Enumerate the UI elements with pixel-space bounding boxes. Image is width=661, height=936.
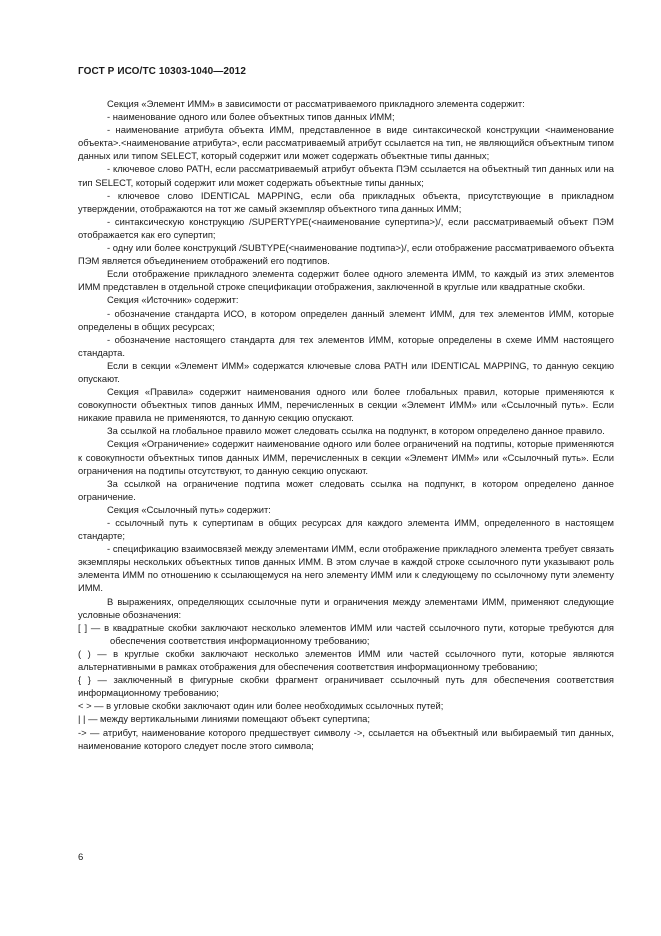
body-paragraph: Секция «Элемент ИММ» в зависимости от рассматриваемого прикладного элемента содержит: [107,98,525,109]
body-paragraph: - наименование одного или более объектных типов данных ИММ; [107,111,395,123]
body-paragraph: За ссылкой на ограничение подтипа может следовать ссылка на подпункт, в котором определено данное ограничение. [78,477,614,502]
body-paragraph: ( ) — в круглые скобки заключают несколько элементов ИММ или частей ссылочного пути, которые являются альтернативными в рамках отображения для обеспечения соответствия информационному требованию; [78,647,614,673]
body-paragraph: Если отображение прикладного элемента содержит более одного элемента ИММ, то каждый из этих элементов ИММ представлен в отдельной строке спецификации отображения, заключенной в круглые или квадратные скобки. [78,268,614,293]
body-paragraph: Секция «Ссылочный путь» содержит: [107,503,271,515]
body-paragraph: - наименование атрибута объекта ИММ, представленное в виде синтаксической конструкции <наименование объекта>.<наименование атрибута>, если рассматриваемый атрибут ссылается на тип, не являющийся объектным типом данных или типом SELECT, который содержит или может содержать объектные типы данных; [78,124,614,162]
body-paragraph: - обозначение стандарта ИСО, в котором определен данный элемент ИММ, для тех элементов ИММ, которые определены в общих ресурсах; [78,307,614,332]
body-paragraph: Секция «Источник» содержит: [107,294,239,306]
body-paragraph: | | — между вертикальными линиями помещают объект супертипа; [78,713,370,725]
body-paragraph: Если в секции «Элемент ИММ» содержатся ключевые слова PATH или IDENTICAL MAPPING, то данную секцию опускают. [78,359,614,384]
body-paragraph: - спецификацию взаимосвязей между элементами ИММ, если отображение прикладного элемента требует связать экземпляры нескольких объектных типов данных ИММ. В этом случае в каждой строке ссылочного пути указывают роль элемента ИММ по отношению к ссылающемуся на него элементу ИММ или к следующему по ссылочному пути элементу ИММ. [78,543,614,594]
body-paragraph: < > — в угловые скобки заключают один или более необходимых ссылочных путей; [78,700,444,712]
body-paragraph: - синтаксическую конструкцию /SUPERTYPE(<наименование супертипа>)/, если рассматриваемый объект ПЭМ отображается как его супертип; [78,215,614,240]
body-paragraph: Секция «Правила» содержит наименования одного или более глобальных правил, которые применяются к совокупности объектных типов данных ИММ, перечисленных в секции «Элемент ИММ» или «Ссылочный путь». Если никакие правила не применяются, то данную секцию опускают. [78,386,614,424]
page-number: 6 [78,852,84,863]
body-paragraph: -> — атрибут, наименование которого предшествует символу ->, ссылается на объектный или выбираемый тип данных, наименование которого следует после этого символа; [78,726,614,751]
document-body [78,97,614,752]
body-paragraph: Секция «Ограничение» содержит наименование одного или более ограничений на подтипы, которые применяются к совокупности объектных типов данных ИММ, перечисленных в секции «Элемент ИММ» или «Ссылочный путь». Если ограничения на подтипы отсутствуют, то данную секцию опускают. [78,438,614,476]
body-paragraph: - ключевое слово IDENTICAL MAPPING, если оба прикладных объекта, присутствующие в прикладном утверждении, отображаются на тот же самый экземпляр объектного типа данных ИММ; [78,189,614,214]
body-paragraph: - ключевое слово PATH, если рассматриваемый атрибут объекта ПЭМ ссылается на объектный тип данных или на тип SELECT, который содержит или может содержать объектные типы данных; [78,163,614,188]
body-paragraph: - обозначение настоящего стандарта для тех элементов ИММ, которые определены в схеме ИММ настоящего стандарта. [78,333,614,358]
body-paragraph: { } — заключенный в фигурные скобки фрагмент ограничивает ссылочный путь для обеспечения соответствия информационному требованию; [78,674,614,699]
body-paragraph: - одну или более конструкций /SUBTYPE(<наименование подтипа>)/, если отображение рассматриваемого объекта ПЭМ является объединением отображений его подтипов. [78,242,614,267]
body-paragraph: [ ] — в квадратные скобки заключают несколько элементов ИММ или частей ссылочного пути, которые требуются для обеспечения соответствия информационному требованию; [78,621,614,646]
body-paragraph: За ссылкой на глобальное правило может следовать ссылка на подпункт, в котором определено данное правило. [107,425,605,437]
document-header: ГОСТ Р ИСО/ТС 10303-1040—2012 [78,66,246,77]
body-paragraph: В выражениях, определяющих ссылочные пути и ограничения между элементами ИММ, применяют следующие условные обозначения: [78,595,614,620]
body-paragraph: - ссылочный путь к супертипам в общих ресурсах для каждого элемента ИММ, определенного в настоящем стандарте; [78,517,614,542]
